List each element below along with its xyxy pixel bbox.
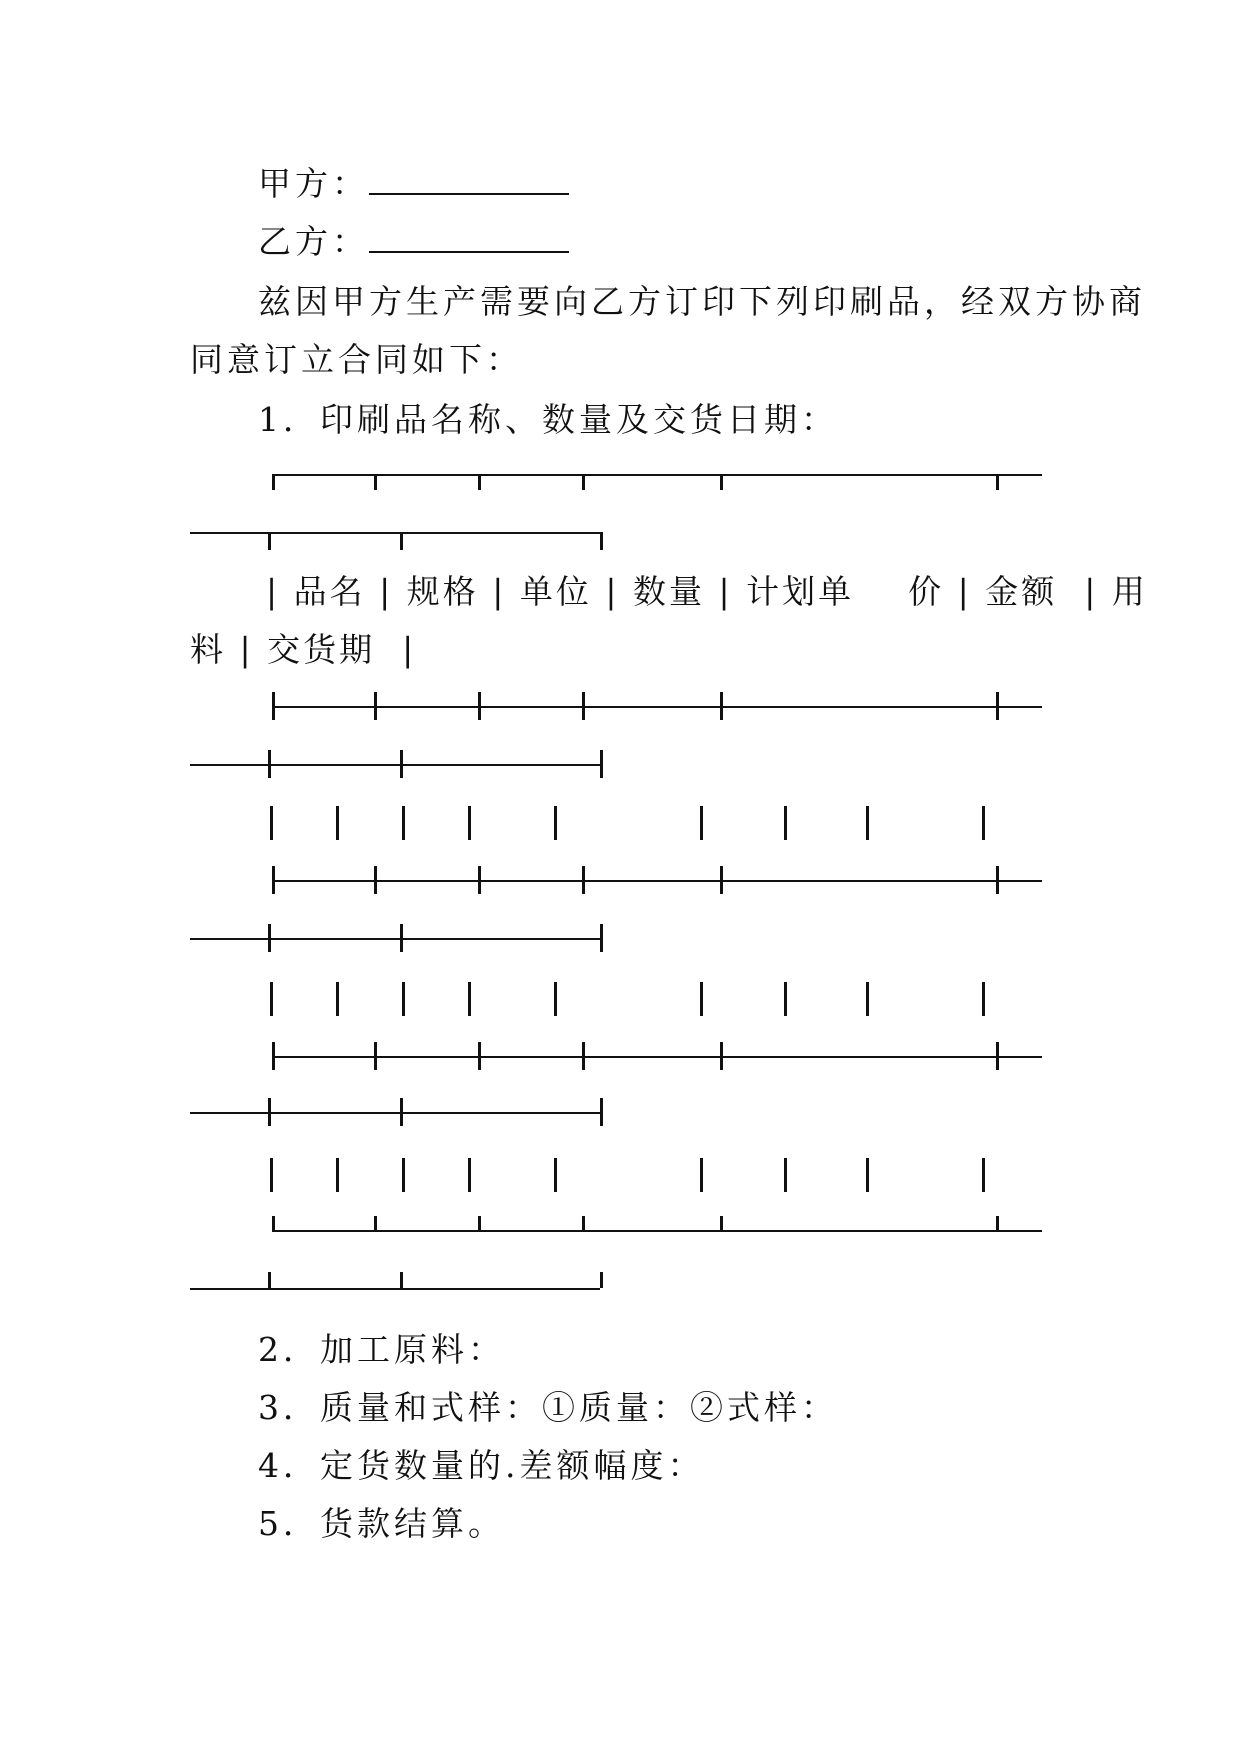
table-tick <box>582 474 585 490</box>
header-price: 价 <box>908 572 945 611</box>
row-divider <box>402 1158 405 1192</box>
table-header-row-wrap: 料 | 交货期 | <box>190 630 417 669</box>
table-tick <box>272 692 275 720</box>
row-divider <box>336 982 339 1016</box>
table-tick <box>374 1216 377 1232</box>
table-tick <box>600 924 603 952</box>
table-tick <box>720 1216 723 1232</box>
table-row-separator-wrap <box>190 764 600 766</box>
row-divider <box>468 806 471 840</box>
party-a-line <box>258 164 569 204</box>
party-b-line <box>258 222 569 262</box>
row-divider <box>784 806 787 840</box>
row-divider <box>784 1158 787 1192</box>
table-row-separator-wrap <box>190 938 600 940</box>
table-bottom-border-wrap <box>190 1288 600 1290</box>
header-name: 品名 <box>293 572 366 611</box>
table-tick <box>996 1042 999 1070</box>
table-tick <box>268 750 271 778</box>
table-corner-tl <box>272 474 275 490</box>
row-divider <box>982 982 985 1016</box>
table-tick <box>374 474 377 490</box>
clause-4: 4．定货数量的.差额幅度： <box>258 1446 705 1485</box>
row-divider <box>270 982 273 1016</box>
table-row-separator <box>272 880 1042 882</box>
table-corner-bl <box>272 1216 275 1232</box>
table-tick <box>600 750 603 778</box>
table-tick <box>400 532 403 550</box>
table-tick <box>268 924 271 952</box>
row-divider <box>700 982 703 1016</box>
table-top-border <box>272 474 1042 476</box>
table-tick <box>374 692 377 720</box>
clause-1: 1．印刷品名称、数量及交货日期： <box>258 400 838 439</box>
table-tick <box>720 474 723 490</box>
party-a-blank[interactable] <box>369 167 569 195</box>
table-tick <box>720 866 723 894</box>
table-row-separator <box>272 706 1042 708</box>
table-tick <box>400 924 403 952</box>
table-tick <box>272 1042 275 1070</box>
row-divider <box>336 806 339 840</box>
header-amount: 金额 <box>985 572 1058 611</box>
table-tick <box>996 474 999 490</box>
party-b-label: 乙方： <box>258 222 369 261</box>
header-spec: 规格 <box>406 572 479 611</box>
clause-2: 2．加工原料： <box>258 1330 505 1369</box>
table-tick <box>400 1272 403 1288</box>
row-divider <box>336 1158 339 1192</box>
row-divider <box>784 982 787 1016</box>
table-tick <box>996 1216 999 1232</box>
table-tick <box>478 474 481 490</box>
table-tick <box>268 1098 271 1126</box>
row-divider <box>554 982 557 1016</box>
row-divider <box>982 806 985 840</box>
table-tick <box>720 1042 723 1070</box>
table-tick <box>400 750 403 778</box>
row-divider <box>468 1158 471 1192</box>
table-tick <box>374 866 377 894</box>
table-corner-tr <box>600 532 603 550</box>
header-qty: 数量 <box>633 572 705 611</box>
clause-5: 5．货款结算。 <box>258 1504 505 1543</box>
table-corner-br <box>600 1272 603 1288</box>
table-top-border-wrap <box>190 532 600 534</box>
table-tick <box>478 692 481 720</box>
table-tick <box>582 692 585 720</box>
intro-line-1: 兹因甲方生产需要向乙方订印下列印刷品，经双方协商 <box>258 282 1146 321</box>
row-divider <box>270 1158 273 1192</box>
table-tick <box>268 1272 271 1288</box>
table-tick <box>478 1216 481 1232</box>
clause-3: 3．质量和式样：①质量：②式样： <box>258 1388 838 1427</box>
header-delivery: 交货期 <box>267 630 376 669</box>
table-tick <box>996 866 999 894</box>
row-divider <box>402 806 405 840</box>
row-divider <box>866 806 869 840</box>
table-tick <box>600 1098 603 1126</box>
table-row-separator-wrap <box>190 1112 600 1114</box>
table-tick <box>272 866 275 894</box>
table-tick <box>582 1216 585 1232</box>
header-material: 用 <box>1111 572 1148 611</box>
table-header-row: | 品名 | 规格 | 单位 | 数量 | 计划单 价 | 金额 | 用 <box>266 572 1148 611</box>
table-tick <box>374 1042 377 1070</box>
table-tick <box>582 1042 585 1070</box>
header-material-wrap: 料 <box>190 630 226 669</box>
table-bottom-border <box>272 1230 1042 1232</box>
intro-line-2: 同意订立合同如下： <box>190 340 523 379</box>
table-tick <box>400 1098 403 1126</box>
header-unit: 单位 <box>519 572 592 611</box>
row-divider <box>866 1158 869 1192</box>
table-tick <box>478 866 481 894</box>
party-a-label: 甲方： <box>258 164 369 203</box>
row-divider <box>270 806 273 840</box>
table-tick <box>268 532 271 550</box>
table-tick <box>582 866 585 894</box>
party-b-blank[interactable] <box>369 225 569 253</box>
table-tick <box>478 1042 481 1070</box>
table-tick <box>720 692 723 720</box>
row-divider <box>866 982 869 1016</box>
row-divider <box>982 1158 985 1192</box>
row-divider <box>468 982 471 1016</box>
row-divider <box>554 806 557 840</box>
header-plan-price: 计划单 <box>746 572 855 611</box>
table-tick <box>996 692 999 720</box>
row-divider <box>700 1158 703 1192</box>
row-divider <box>700 806 703 840</box>
row-divider <box>554 1158 557 1192</box>
row-divider <box>402 982 405 1016</box>
table-row-separator <box>272 1056 1042 1058</box>
